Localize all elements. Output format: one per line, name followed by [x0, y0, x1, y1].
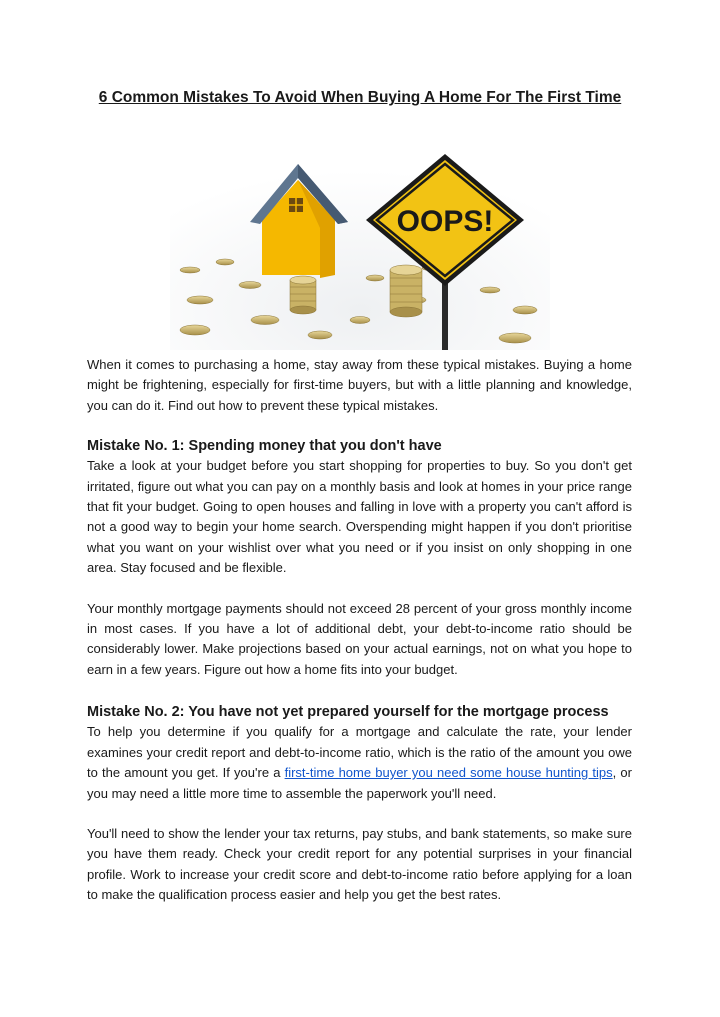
sign-text: OOPS! — [396, 205, 494, 238]
section-2-p1-text-after: , or you may need a little more time to assemble the paperwork you'll need. — [87, 765, 632, 801]
document-title: 6 Common Mistakes To Avoid When Buying A Home For The First Time — [98, 89, 622, 106]
oops-house-image — [170, 150, 550, 350]
section-2-paragraph-1 — [87, 722, 632, 804]
section-2-heading: Mistake No. 2: You have not yet prepared yourself for the mortgage process — [87, 704, 609, 721]
section-2-paragraph-2: You'll need to show the lender your tax returns, pay stubs, and bank statements, so make sure you have them ready. Check your credit report for any potential surprises in your financial profile. Work to increase your credit score and debt-to-income ratio before applying for a loan to make the qualification process easier and help you get the best rates. — [87, 825, 632, 903]
section-2-p1-text-before: To help you determine if you qualify for a mortgage and calculate the rate, your lender examines your credit report and debt-to-income ratio, which is the ratio of the amount you owe to the amount you get. If you're a — [87, 724, 632, 781]
intro-paragraph: When it comes to purchasing a home, stay away from these typical mistakes. Buying a home might be frightening, especially for first-time buyers, but with a little planning and knowledge, you can do it. Find out how to prevent these typical mistakes. — [87, 357, 632, 413]
article-body — [87, 355, 632, 906]
section-1-paragraph-1: Take a look at your budget before you start shopping for properties to buy. So you don't get irritated, figure out what you can pay on a monthly basis and look at homes in your price range that fit your budget. Going to open houses and falling in love with a property you can't afford is not a good way to begin your home search. Overspending might happen if you don't prioritise what you want on your wishlist over what you need or if you insist on only shopping in one area. Stay focused and be flexible. — [87, 458, 632, 576]
section-1-heading: Mistake No. 1: Spending money that you don't have — [87, 438, 442, 455]
house-hunting-tips-link[interactable]: first-time home buyer you need some house hunting tips — [284, 765, 613, 781]
section-1-paragraph-2: Your monthly mortgage payments should not exceed 28 percent of your gross monthly income in most cases. If you have a lot of additional debt, your debt-to-income ratio should be considerably lower. Make projections based on your actual earnings, not on what you hope to earn in a few years. Figure out how a home fits into your budget. — [87, 600, 632, 677]
